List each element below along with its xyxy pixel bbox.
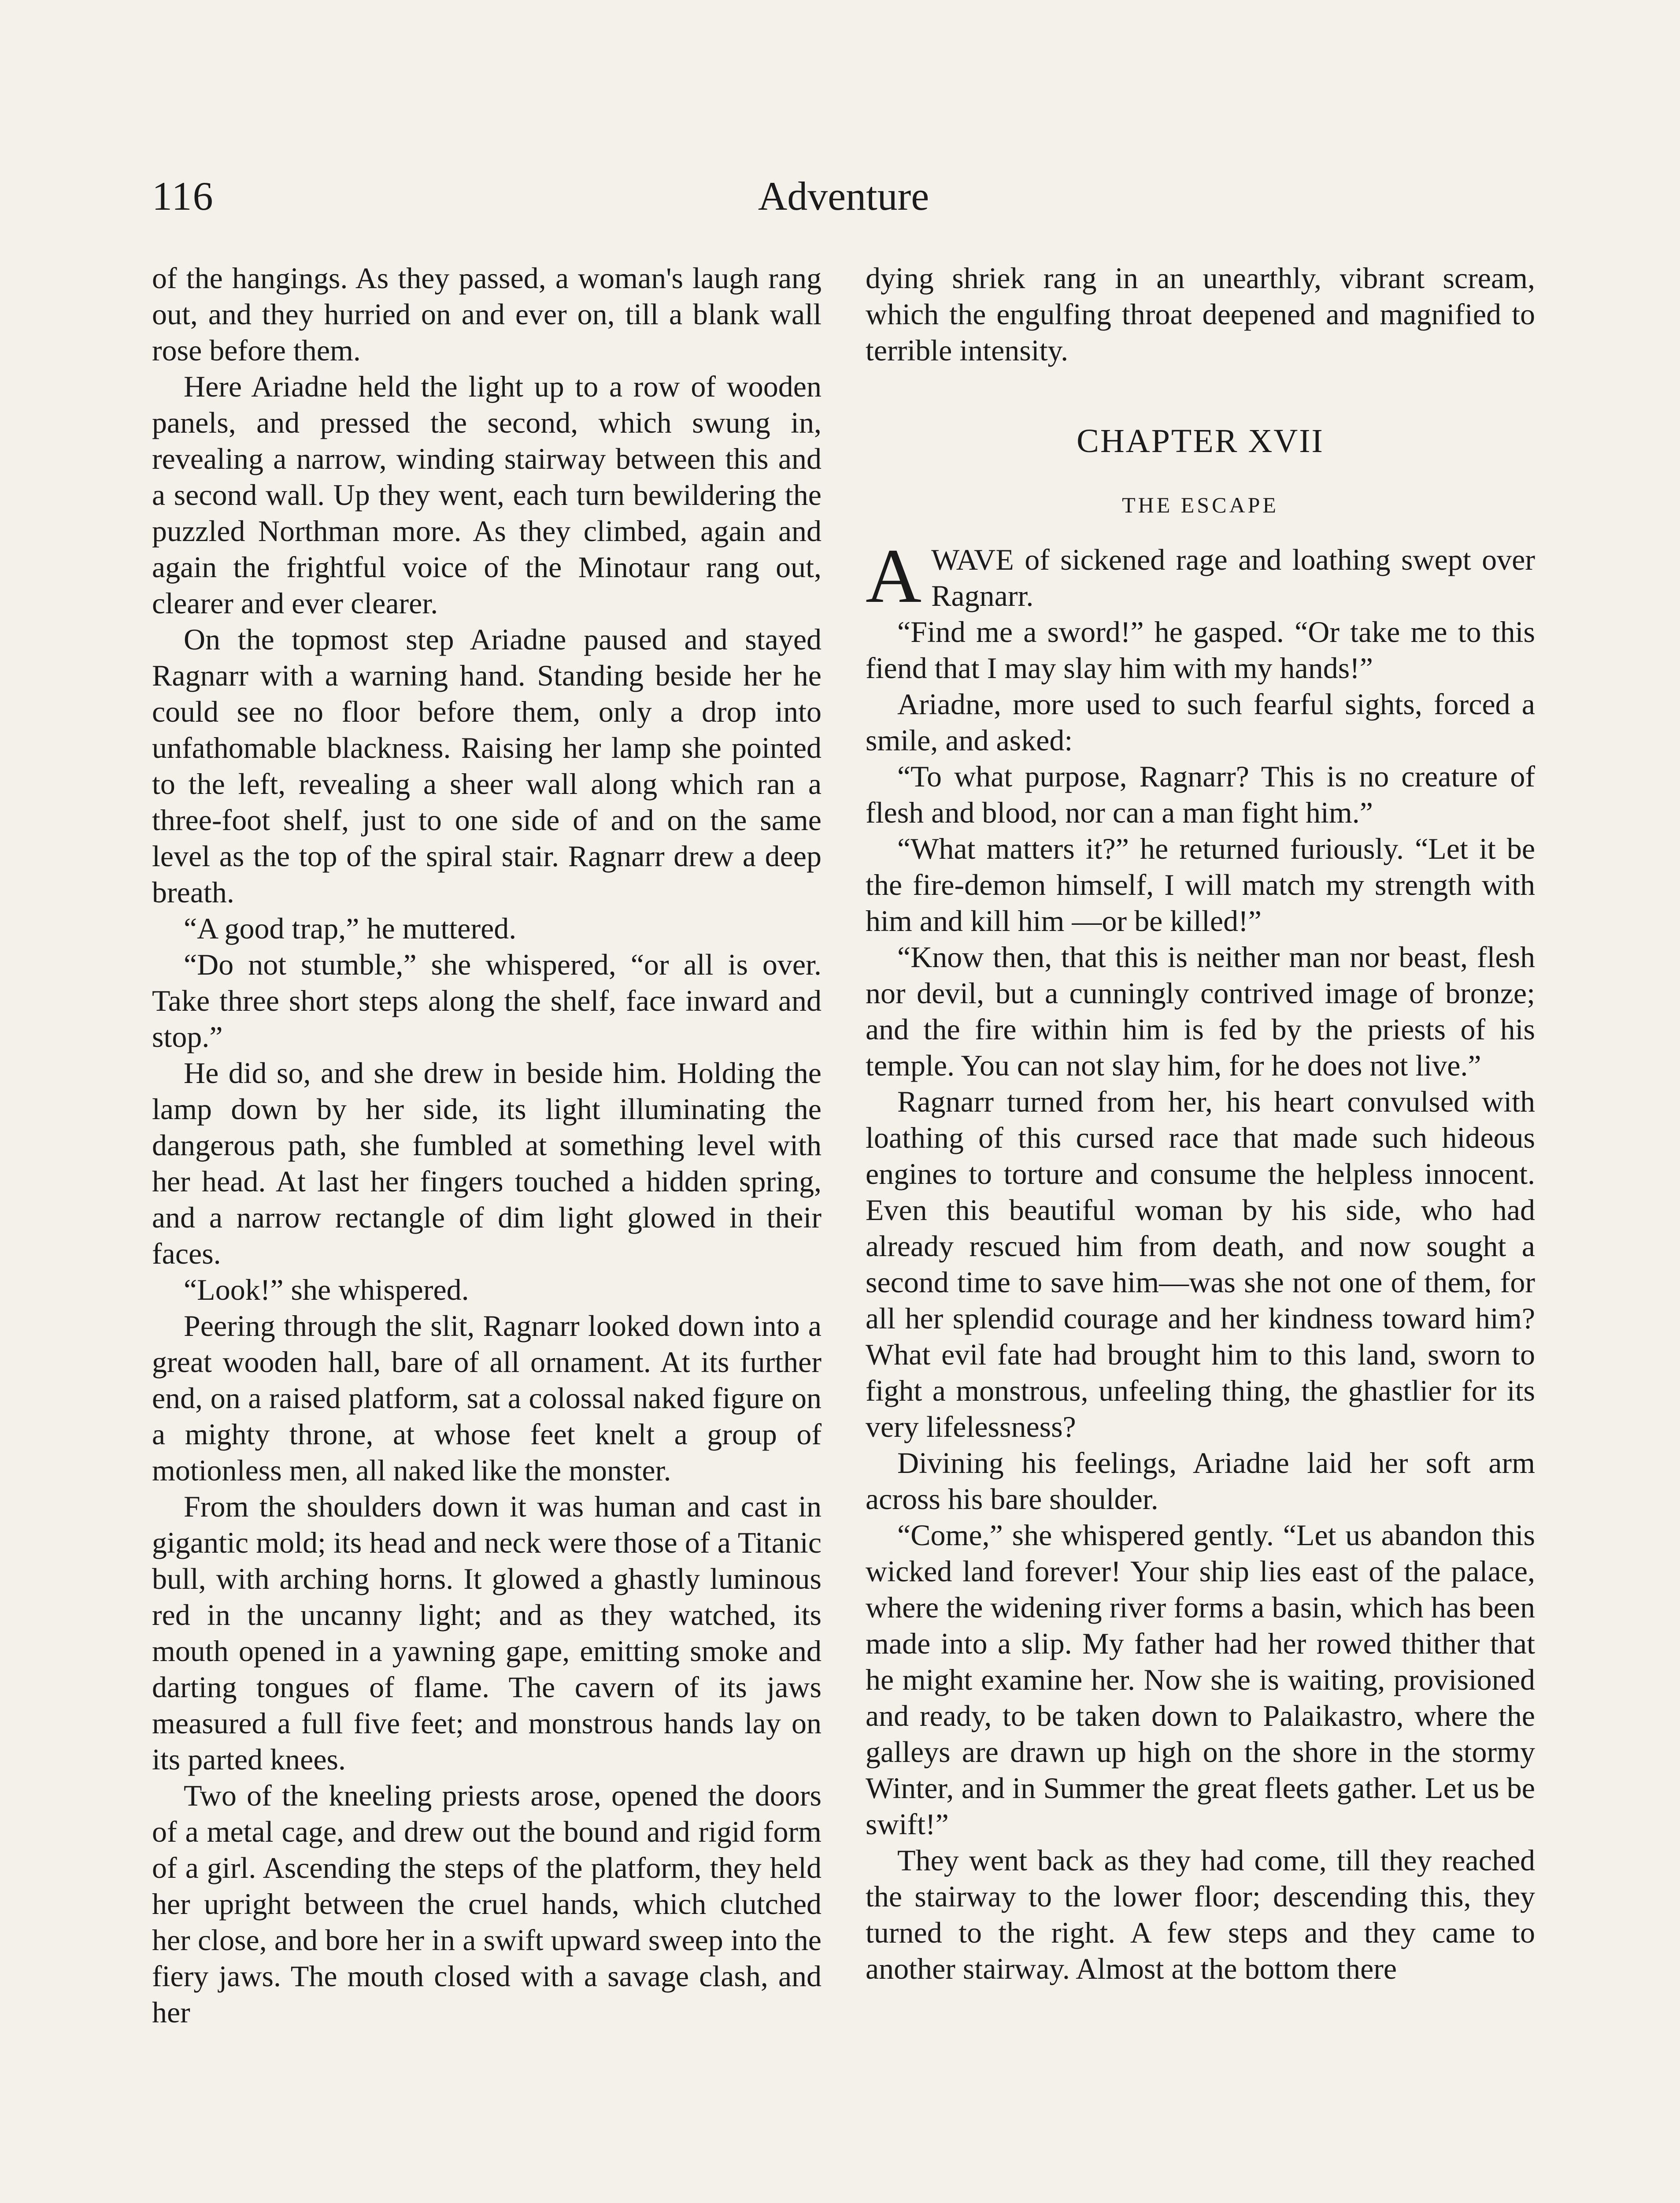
paragraph: They went back as they had come, till they reached the stairway to the lower floor; descending this, they turned to the right. A few steps and they came to another stairway. Almost at the bottom there [866,1843,1535,1985]
paragraph: “Find me a sword!” he gasped. “Or take me to this fiend that I may slay him with my hands!” [866,615,1535,685]
paragraph: “A good trap,” he muttered. [184,912,517,945]
chapter-subtitle: THE ESCAPE [1122,493,1279,517]
paragraph: Here Ariadne held the light up to a row of wooden panels, and pressed the second, which swung in, revealing a narrow, winding stairway between this and a second wall. Up they went, each turn bewildering the puzzled Northman more. As they climbed, again and again the frightful voice of the Minotaur rang out, clearer and ever clearer. [152,370,821,620]
running-title: Adventure [758,174,929,219]
paragraph: On the topmost step Ariadne paused and stayed Ragnarr with a warning hand. Standing beside her he could see no floor before them, only a drop into unfathomable blackness. Raising her lamp she pointed to the left, revealing a sheer wall along which ran a three-foot shelf, just to one side of and on the same level as the top of the spiral stair. Ragnarr drew a deep breath. [152,623,821,909]
drop-cap: A [866,533,922,619]
paragraph: Ariadne, more used to such fearful sights, forced a smile, and asked: [866,687,1535,757]
paragraph: From the shoulders down it was human and cast in gigantic mold; its head and neck were those of a Titanic bull, with arching horns. It glowed a ghastly luminous red in the uncanny light; and as they watched, its mouth opened in a yawning gape, emitting smoke and darting tongues of flame. The cavern of its jaws measured a full five feet; and monstrous hands lay on its parted knees. [152,1490,821,1776]
paragraph: “Look!” she whispered. [184,1273,469,1306]
paragraph: “To what purpose, Ragnarr? This is no creature of flesh and blood, nor can a man fight him.” [866,760,1535,829]
right-column [866,260,1535,1987]
opening-text: WAVE of sickened rage and loathing swept over Ragnarr. [931,543,1535,612]
paragraph: of the hangings. As they passed, a woman's laugh rang out, and they hurried on and ever on, till a blank wall rose before them. [152,261,821,367]
paragraph: Peering through the slit, Ragnarr looked down into a great wooden hall, bare of all ornament. At its further end, on a raised platform, sat a colossal naked figure on a mighty throne, at whose feet knelt a group of motionless men, all naked like the monster. [152,1309,821,1487]
paragraph: “Know then, that this is neither man nor beast, flesh nor devil, but a cunningly contrived image of bronze; and the fire within him is fed by the priests of his temple. You can not slay him, for he does not live.” [866,940,1535,1082]
chapter-title: CHAPTER XVII [1077,423,1324,460]
paragraph: Two of the kneeling priests arose, opened the doors of a metal cage, and drew out the bound and rigid form of a girl. Ascending the steps of the platform, they held her upright between the cruel hands, which clutched her close, and bore her in a swift upward sweep into the fiery jaws. The mouth closed with a savage clash, and her [152,1779,821,2029]
page-number: 116 [152,174,214,219]
paragraph: “Come,” she whispered gently. “Let us abandon this wicked land forever! Your ship lies east of the palace, where the widening river forms a basin, which has been made into a slip. My father had her rowed thither that he might examine her. Now she is waiting, provisioned and ready, to be taken down to Palaikastro, where the galleys are drawn up high on the shore in the stormy Winter, and in Summer the great fleets gather. Let us be swift!” [866,1518,1535,1841]
paragraph-continuation: dying shriek rang in an unearthly, vibrant scream, which the engulfing throat deepened and magnified to terrible intensity. [866,261,1535,367]
paragraph: Ragnarr turned from her, his heart convulsed with loathing of this cursed race that made such hideous engines to torture and consume the helpless innocent. Even this beautiful woman by his side, who had already rescued him from death, and now sought a second time to save him—was she not one of them, for all her splendid courage and her kindness toward him? What evil fate had brought him to this land, sworn to fight a monstrous, unfeeling thing, the ghastlier for its very lifelessness? [866,1085,1535,1443]
chapter-opening-paragraph [866,533,1535,619]
left-column [152,260,821,2030]
paragraph: “What matters it?” he returned furiously. “Let it be the fire-demon himself, I will match my strength with him and kill him —or be killed!” [866,832,1535,938]
paragraph: He did so, and she drew in beside him. Holding the lamp down by her side, its light illuminating the dangerous path, she fumbled at something level with her head. At last her fingers touched a hidden spring, and a narrow rectangle of dim light glowed in their faces. [152,1056,821,1270]
paragraph: Divining his feelings, Ariadne laid her soft arm across his bare shoulder. [866,1446,1535,1516]
paragraph: “Do not stumble,” she whispered, “or all is over. Take three short steps along the shelf, face inward and stop.” [152,948,821,1053]
page-header [152,170,1535,227]
